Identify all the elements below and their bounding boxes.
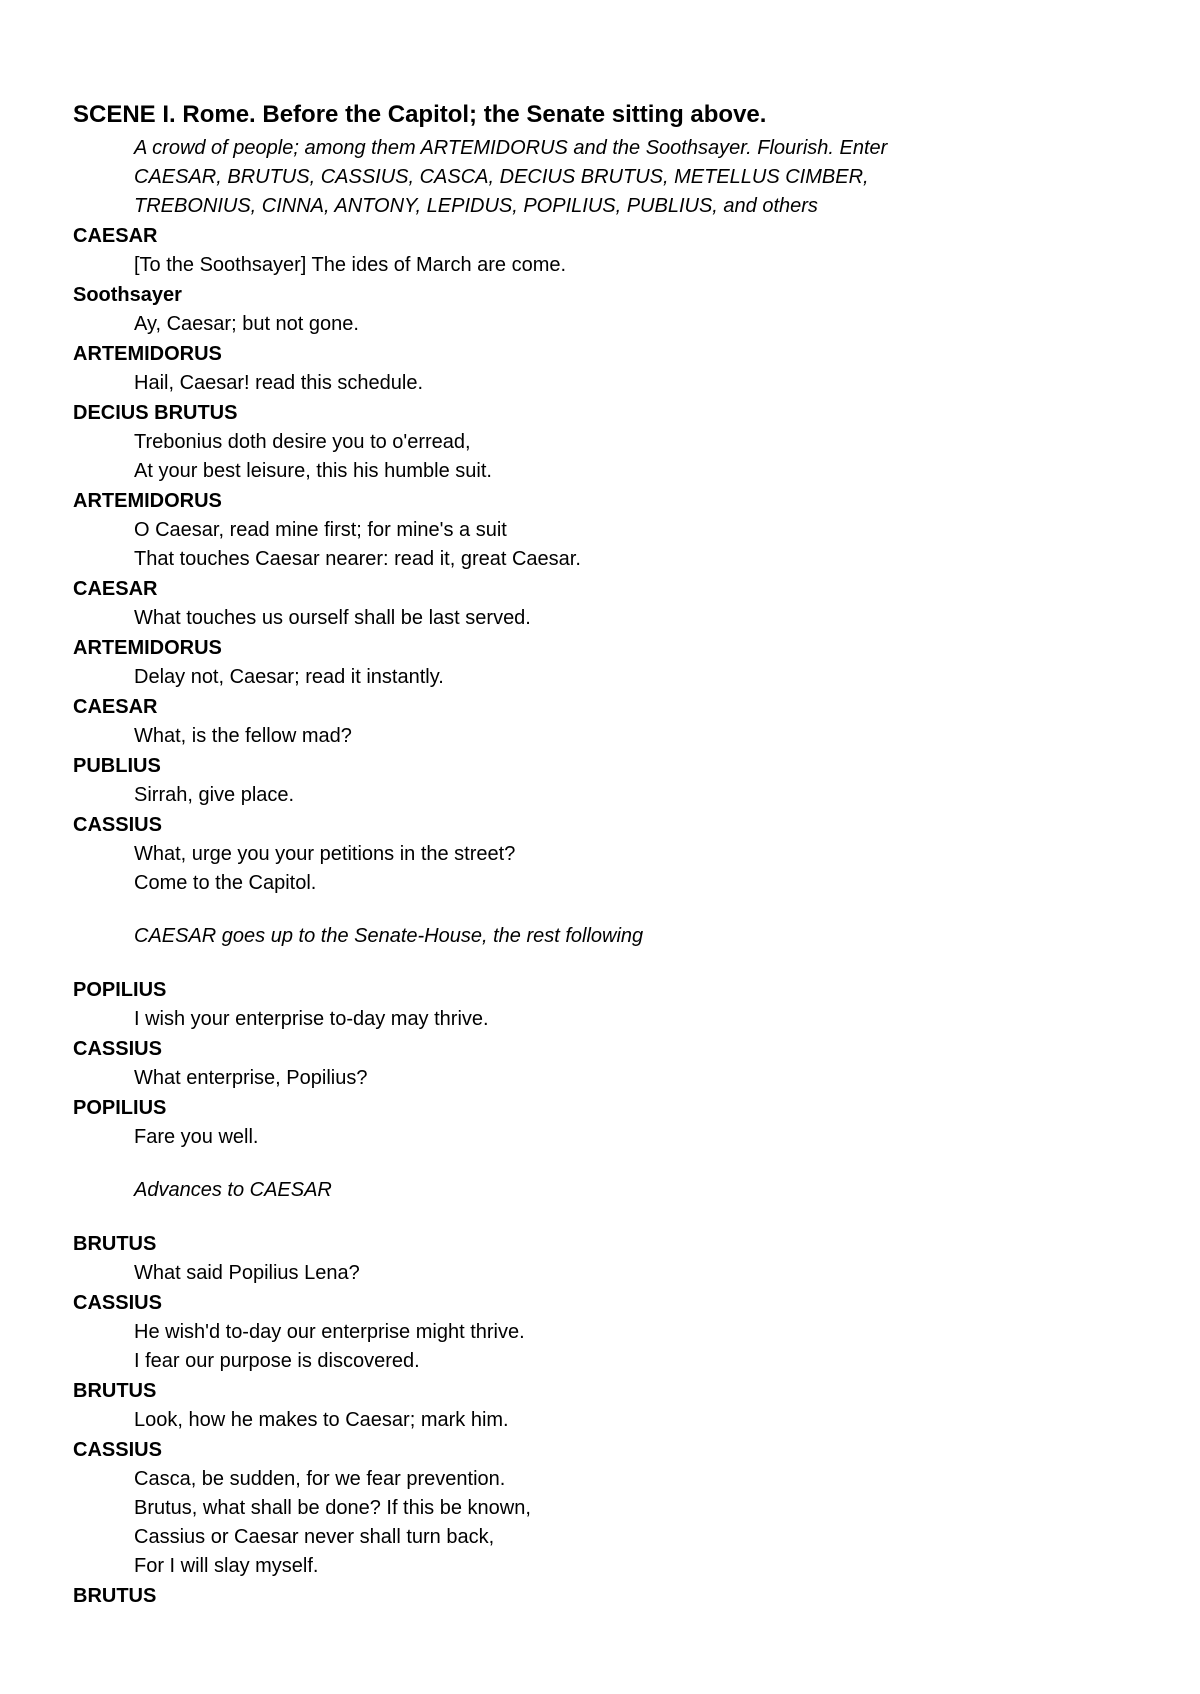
dialogue-line: Brutus, what shall be done? If this be known, bbox=[134, 1497, 531, 1519]
speech-block bbox=[73, 1093, 1133, 1152]
dialogue-line: What said Popilius Lena? bbox=[134, 1262, 360, 1284]
speech-lines bbox=[134, 722, 1133, 751]
speech-block bbox=[73, 1435, 1133, 1581]
speech-block bbox=[73, 280, 1133, 339]
dialogue-line: Cassius or Caesar never shall turn back, bbox=[134, 1526, 495, 1548]
speaker-name: DECIUS BRUTUS bbox=[73, 402, 238, 424]
dialogue-line: For I will slay myself. bbox=[134, 1555, 319, 1577]
speech-lines bbox=[134, 1259, 1133, 1288]
dialogue-line: What, urge you your petitions in the street? bbox=[134, 843, 516, 865]
speaker-name: CASSIUS bbox=[73, 1292, 162, 1314]
speaker-name: Soothsayer bbox=[73, 284, 182, 306]
speech-lines bbox=[134, 1465, 1133, 1581]
speech-lines bbox=[134, 840, 1133, 898]
speech-lines bbox=[134, 1406, 1133, 1435]
stage-direction-line: CAESAR, BRUTUS, CASSIUS, CASCA, DECIUS BRUTUS, METELLUS CIMBER, bbox=[134, 166, 869, 188]
speech-lines bbox=[134, 516, 1133, 574]
speaker-name: CAESAR bbox=[73, 578, 158, 600]
speech-lines bbox=[134, 604, 1133, 633]
speech-lines bbox=[134, 369, 1133, 398]
speech-block bbox=[73, 1376, 1133, 1435]
speaker-name: ARTEMIDORUS bbox=[73, 490, 222, 512]
dialogue-line: Delay not, Caesar; read it instantly. bbox=[134, 666, 444, 688]
stage-direction-line: CAESAR goes up to the Senate-House, the rest following bbox=[134, 925, 644, 947]
speech-lines bbox=[134, 1318, 1133, 1376]
stage-direction bbox=[134, 1176, 1133, 1205]
dialogue-line: At your best leisure, this his humble suit. bbox=[134, 460, 492, 482]
dialogue-line: Come to the Capitol. bbox=[134, 872, 317, 894]
speaker-name: ARTEMIDORUS bbox=[73, 637, 222, 659]
speech-block bbox=[73, 1229, 1133, 1288]
dialogue-line: Fare you well. bbox=[134, 1126, 259, 1148]
dialogue-line: Look, how he makes to Caesar; mark him. bbox=[134, 1409, 509, 1431]
speaker-name: CASSIUS bbox=[73, 814, 162, 836]
dialogue-line: Trebonius doth desire you to o'erread, bbox=[134, 431, 471, 453]
speech-lines bbox=[134, 251, 1133, 280]
dialogue-line: Sirrah, give place. bbox=[134, 784, 295, 806]
opening-stage-direction bbox=[134, 134, 1133, 221]
speech-lines bbox=[134, 428, 1133, 486]
speech-lines bbox=[134, 663, 1133, 692]
speech-block bbox=[73, 1034, 1133, 1093]
speech-lines bbox=[134, 310, 1133, 339]
speaker-name: BRUTUS bbox=[73, 1233, 157, 1255]
dialogue-line: He wish'd to-day our enterprise might thrive. bbox=[134, 1321, 525, 1343]
stage-direction-line: A crowd of people; among them ARTEMIDORUS and the Soothsayer. Flourish. Enter bbox=[134, 137, 888, 159]
speaker-name: POPILIUS bbox=[73, 979, 167, 1001]
stage-direction bbox=[134, 922, 1133, 951]
dialogue-line: I wish your enterprise to-day may thrive. bbox=[134, 1008, 489, 1030]
speech-block bbox=[73, 1288, 1133, 1376]
speaker-name: POPILIUS bbox=[73, 1097, 167, 1119]
speech-block bbox=[73, 633, 1133, 692]
speaker-name: BRUTUS bbox=[73, 1585, 157, 1607]
dialogue-line: I fear our purpose is discovered. bbox=[134, 1350, 420, 1372]
speech-lines bbox=[134, 1123, 1133, 1152]
document-page bbox=[73, 100, 1133, 1611]
dialogue-line: What, is the fellow mad? bbox=[134, 725, 352, 747]
speaker-name: BRUTUS bbox=[73, 1380, 157, 1402]
speech-block bbox=[73, 692, 1133, 751]
speech-lines bbox=[134, 1064, 1133, 1093]
speech-block bbox=[73, 398, 1133, 486]
speech-block bbox=[73, 1581, 1133, 1611]
speech-lines bbox=[134, 1005, 1133, 1034]
speech-lines bbox=[134, 781, 1133, 810]
speech-block bbox=[73, 810, 1133, 898]
speech-block bbox=[73, 486, 1133, 574]
dialogue-line: That touches Caesar nearer: read it, great Caesar. bbox=[134, 548, 581, 570]
dialogue-line: O Caesar, read mine first; for mine's a suit bbox=[134, 519, 507, 541]
dialogue-line: Ay, Caesar; but not gone. bbox=[134, 313, 359, 335]
dialogue-line: What touches us ourself shall be last served. bbox=[134, 607, 531, 629]
speaker-name: PUBLIUS bbox=[73, 755, 161, 777]
scene-title: SCENE I. Rome. Before the Capitol; the Senate sitting above. bbox=[73, 101, 767, 128]
speech-block bbox=[73, 221, 1133, 280]
speaker-name: CAESAR bbox=[73, 225, 158, 247]
speaker-name: CASSIUS bbox=[73, 1038, 162, 1060]
dialogue-line: Hail, Caesar! read this schedule. bbox=[134, 372, 424, 394]
dialogue-line: Casca, be sudden, for we fear prevention. bbox=[134, 1468, 506, 1490]
dialogue-line: [To the Soothsayer] The ides of March are come. bbox=[134, 254, 567, 276]
dialogue-line: What enterprise, Popilius? bbox=[134, 1067, 368, 1089]
stage-direction-line: TREBONIUS, CINNA, ANTONY, LEPIDUS, POPILIUS, PUBLIUS, and others bbox=[134, 195, 818, 217]
speaker-name: CAESAR bbox=[73, 696, 158, 718]
script-body bbox=[73, 221, 1133, 1611]
speech-block bbox=[73, 751, 1133, 810]
speech-block bbox=[73, 975, 1133, 1034]
speaker-name: CASSIUS bbox=[73, 1439, 162, 1461]
speaker-name: ARTEMIDORUS bbox=[73, 343, 222, 365]
stage-direction-line: Advances to CAESAR bbox=[134, 1179, 332, 1201]
speech-block bbox=[73, 574, 1133, 633]
speech-block bbox=[73, 339, 1133, 398]
